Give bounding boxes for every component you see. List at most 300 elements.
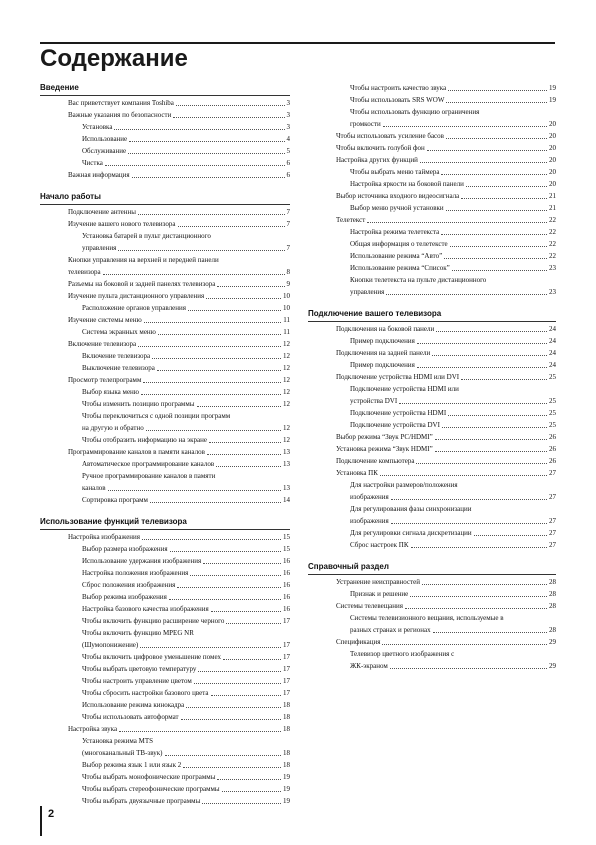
toc-entry-title: Выбор языка меню [82,388,140,396]
toc-entry[interactable] [40,603,290,615]
toc-dot-leader [128,153,284,154]
toc-entry[interactable] [308,612,556,624]
toc-dot-leader [143,382,281,383]
toc-page-number: 12 [283,376,290,384]
toc-entry-title: Подключение устройства HDMI [350,409,447,417]
toc-entry-title: Чтобы изменить позицию программы [82,400,195,408]
toc-dot-leader [448,415,547,416]
toc-entry-title: Использование удержания изображения [82,557,202,565]
toc-dot-leader [217,286,284,287]
toc-page-number: 19 [549,84,556,92]
toc-page-number: 16 [283,605,290,613]
toc-entry[interactable] [308,600,556,612]
toc-entry[interactable] [308,335,556,347]
toc-dot-leader [452,270,547,271]
toc-dot-leader [157,370,281,371]
toc-entry-title: ЖК-экраном [350,662,388,670]
toc-entry[interactable] [308,262,556,274]
toc-entry-title: Подключение антенны [68,208,136,216]
toc-entry[interactable] [308,588,556,600]
toc-page-number: 17 [283,677,290,685]
toc-entry-title: на другую и обратно [82,424,144,432]
toc-dot-leader [186,707,281,708]
toc-entry[interactable] [308,178,556,190]
toc-entry[interactable] [40,206,290,218]
toc-dot-leader [461,379,547,380]
toc-entry-title: управления [82,244,117,252]
toc-entry[interactable] [308,359,556,371]
toc-entry[interactable] [308,479,556,491]
toc-entry-title: Выбор источника входного видеосигнала [336,192,460,200]
toc-dot-leader [420,162,547,163]
toc-page-number: 5 [286,147,290,155]
toc-entry-title: Подключение устройства HDMI или DVI [336,373,460,381]
toc-dot-leader [144,322,282,323]
toc-section [40,516,290,807]
toc-entry[interactable] [40,470,290,482]
toc-entry-title: Использование режима кинокадра [82,701,185,709]
toc-entry[interactable] [308,250,556,262]
toc-dot-leader [422,584,547,585]
toc-dot-leader [435,451,547,452]
toc-entry[interactable] [40,579,290,591]
toc-dot-leader [226,623,281,624]
toc-entry-title: Чтобы выбрать монофонические программы [82,773,216,781]
toc-page-number: 11 [283,316,290,324]
toc-entry-title: Подключение устройства DVI [350,421,440,429]
toc-dot-leader [216,466,281,467]
toc-entry[interactable] [40,314,290,326]
toc-entry-title: Установка режима MTS [82,737,153,745]
toc-section-heading: Подключение вашего телевизора [308,308,556,322]
toc-dot-leader [383,126,547,127]
toc-entry-title: Выбор режима “Звук PC/HDMI” [336,433,433,441]
toc-entry[interactable] [40,254,290,266]
toc-dot-leader [444,258,547,259]
toc-entry[interactable] [40,374,290,386]
toc-entry[interactable] [308,202,556,214]
toc-dot-leader [202,803,281,804]
toc-dot-leader [223,659,281,660]
toc-dot-leader [173,117,284,118]
toc-entry-title: Чистка [82,159,103,167]
toc-entry[interactable] [40,350,290,362]
toc-dot-leader [141,394,281,395]
toc-entry[interactable] [40,735,290,747]
toc-entry[interactable] [40,266,290,278]
toc-section-heading: Справочный раздел [308,561,556,575]
toc-dot-leader [181,719,281,720]
toc-dot-leader [466,186,547,187]
toc-dot-leader [118,250,284,251]
toc-page-number: 29 [549,662,556,670]
toc-page-number: 13 [283,460,290,468]
toc-dot-leader [222,791,281,792]
toc-entry-title: Чтобы использовать автоформат [82,713,179,721]
toc-page-number: 21 [549,192,556,200]
toc-dot-leader [436,331,547,332]
toc-entry[interactable] [308,527,556,539]
toc-page-number: 19 [283,785,290,793]
toc-page-number: 17 [283,665,290,673]
toc-page-number: 16 [283,593,290,601]
toc-entry-title: Чтобы настроить управление цветом [82,677,192,685]
toc-entry[interactable] [40,494,290,506]
toc-dot-leader [435,439,547,440]
toc-dot-leader [140,647,281,648]
toc-entry[interactable] [40,711,290,723]
toc-entry[interactable] [40,398,290,410]
toc-page-number: 24 [549,337,556,345]
toc-entry-title: Система экранных меню [82,328,156,336]
toc-dot-leader [405,608,547,609]
toc-page-number: 18 [283,749,290,757]
toc-entry[interactable] [308,539,556,551]
toc-entry-title: Важная информация [68,171,130,179]
toc-entry-title: Общая информация о телетексте [350,240,448,248]
toc-entry-title: Выбор размера изображения [82,545,168,553]
toc-page-number: 21 [549,204,556,212]
toc-entry[interactable] [40,639,290,651]
toc-entry[interactable] [40,783,290,795]
toc-entry-title: Установка ПК [336,469,378,477]
toc-page-number: 3 [286,99,290,107]
toc-entry[interactable] [40,555,290,567]
toc-entry[interactable] [308,395,556,407]
toc-entry-title: Автоматическое программирование каналов [82,460,215,468]
toc-entry-title: Изучение системы меню [68,316,142,324]
page-footer-bar [40,806,42,836]
toc-entry-title: Чтобы использовать усиление басов [336,132,444,140]
toc-page-number: 24 [549,325,556,333]
toc-entry[interactable] [40,218,290,230]
toc-page-number: 24 [549,361,556,369]
toc-dot-leader [207,454,281,455]
toc-entry[interactable] [308,624,556,636]
toc-dot-leader [446,210,547,211]
toc-entry-title: Настройка изображения [68,533,141,541]
page-title: Содержание [40,45,188,72]
toc-entry-title: Для настройки размеров/положения [350,481,458,489]
toc-column-right [308,82,556,672]
toc-dot-leader [367,222,547,223]
toc-entry-title: Включение телевизора [82,352,151,360]
toc-entry-title: Настройка базового качества изображения [82,605,209,613]
toc-entry[interactable] [40,157,290,169]
toc-entry-title: Использование [82,135,128,143]
toc-entry-title: изображения [350,517,389,525]
toc-page-number: 17 [283,641,290,649]
toc-section [308,82,556,298]
toc-entry[interactable] [308,443,556,455]
toc-dot-leader [448,90,547,91]
toc-entry-title: Чтобы настроить качество звука [350,84,447,92]
toc-entry-title: Чтобы выбрать цветовую температуру [82,665,197,673]
page-number: 2 [48,808,55,820]
toc-entry-title: Чтобы включить функцию расширение черного [82,617,225,625]
toc-entry-title: Выбор режима изображения [82,593,167,601]
toc-page-number: 25 [549,397,556,405]
toc-entry[interactable] [40,699,290,711]
toc-page-number: 18 [283,725,290,733]
toc-entry[interactable] [308,154,556,166]
toc-page-number: 7 [286,244,290,252]
toc-dot-leader [108,490,281,491]
toc-dot-leader [410,596,547,597]
toc-entry[interactable] [40,675,290,687]
toc-entry-title: Признак и решение [350,590,409,598]
toc-entry[interactable] [308,130,556,142]
toc-entry[interactable] [40,591,290,603]
toc-dot-leader [399,403,547,404]
toc-dot-leader [132,177,285,178]
toc-entry[interactable] [308,238,556,250]
toc-dot-leader [416,463,547,464]
toc-entry[interactable] [40,121,290,133]
toc-page-number: 18 [283,713,290,721]
toc-page-number: 27 [549,469,556,477]
toc-entry-title: Обслуживание [82,147,127,155]
toc-section [308,561,556,672]
toc-dot-leader [390,668,547,669]
toc-dot-leader [411,547,547,548]
toc-page-number: 12 [283,352,290,360]
toc-entry[interactable] [40,242,290,254]
toc-entry[interactable] [40,627,290,639]
toc-dot-leader [446,102,547,103]
toc-entry[interactable] [308,515,556,527]
toc-entry[interactable] [40,109,290,121]
toc-entry-title: Пример подключения [350,361,415,369]
toc-entry[interactable] [308,660,556,672]
toc-page-number: 12 [283,400,290,408]
toc-entry[interactable] [40,723,290,735]
toc-entry[interactable] [40,278,290,290]
toc-entry[interactable] [40,543,290,555]
toc-page-number: 27 [549,529,556,537]
toc-entry-title: Телетекст [336,216,366,224]
toc-entry[interactable] [40,771,290,783]
toc-page-number: 22 [549,240,556,248]
toc-entry[interactable] [308,94,556,106]
toc-entry-title: Разъемы на боковой и задней панелях телевизора [68,280,216,288]
toc-entry-title: Выключение телевизора [82,364,155,372]
toc-entry[interactable] [40,446,290,458]
toc-dot-leader [206,298,281,299]
toc-entry[interactable] [308,190,556,202]
toc-entry[interactable] [40,302,290,314]
toc-entry-title: Чтобы включить функцию MPEG NR [82,629,194,637]
toc-page-number: 25 [549,421,556,429]
toc-dot-leader [217,779,281,780]
toc-entry-title: Настройка режима телетекста [350,228,440,236]
toc-entry[interactable] [40,615,290,627]
toc-page-number: 26 [549,445,556,453]
toc-page-number: 26 [549,457,556,465]
toc-entry[interactable] [40,458,290,470]
toc-entry[interactable] [40,338,290,350]
toc-entry-title: Расположение органов управления [82,304,186,312]
toc-entry-title: Сброс настроек ПК [350,541,409,549]
toc-entry[interactable] [40,531,290,543]
toc-entry[interactable] [40,290,290,302]
toc-entry-title: устройства DVI [350,397,398,405]
toc-entry[interactable] [308,274,556,286]
toc-entry[interactable] [40,422,290,434]
toc-page-number: 12 [283,364,290,372]
toc-page-number: 20 [549,180,556,188]
toc-entry-title: Чтобы отобразить информацию на экране [82,436,207,444]
toc-entry[interactable] [308,419,556,431]
toc-entry[interactable] [40,362,290,374]
toc-entry[interactable] [40,747,290,759]
toc-page-number: 14 [283,496,290,504]
toc-entry[interactable] [308,491,556,503]
toc-dot-leader [432,355,547,356]
toc-entry-title: Кнопки телетекста на пульте дистанционного [350,276,487,284]
toc-entry-title: Программирование каналов в памяти каналов [68,448,205,456]
toc-entry[interactable] [40,326,290,338]
toc-entry-title: Системы телевещания [336,602,403,610]
toc-column-left [40,82,290,807]
toc-page-number: 16 [283,569,290,577]
toc-page-number: 22 [549,252,556,260]
toc-page-number: 10 [283,304,290,312]
toc-entry[interactable] [308,371,556,383]
toc-entry[interactable] [40,651,290,663]
toc-page-number: 19 [549,96,556,104]
toc-section [308,308,556,551]
toc-entry[interactable] [308,166,556,178]
toc-dot-leader [194,683,281,684]
toc-entry[interactable] [308,431,556,443]
toc-entry[interactable] [308,407,556,419]
toc-dot-leader [105,165,285,166]
toc-entry-title: (Шумопонижение) [82,641,139,649]
toc-dot-leader [391,523,547,524]
toc-page-number: 28 [549,578,556,586]
toc-entry-title: Выбор режима язык 1 или язык 2 [82,761,182,769]
toc-page-number: 25 [549,409,556,417]
toc-page-number: 22 [549,228,556,236]
toc-entry-title: Чтобы включить цифровое уменьшение помех [82,653,221,661]
toc-page-number: 12 [283,340,290,348]
toc-page-number: 28 [549,602,556,610]
toc-dot-leader [386,294,547,295]
toc-dot-leader [441,174,547,175]
toc-entry-title: Для регулировки сигнала дискретизации [350,529,472,537]
toc-entry[interactable] [308,323,556,335]
toc-dot-leader [158,334,281,335]
toc-entry-title: Чтобы переключиться с одной позиции программ [82,412,231,420]
toc-dot-leader [138,214,285,215]
toc-page-number: 3 [286,111,290,119]
toc-entry[interactable] [40,482,290,494]
toc-entry[interactable] [308,455,556,467]
toc-entry-title: изображения [350,493,389,501]
toc-entry-title: Установка батарей в пульт дистанционного [82,232,211,240]
toc-entry[interactable] [308,286,556,298]
toc-dot-leader [114,129,284,130]
toc-entry[interactable] [40,687,290,699]
toc-entry-title: Кнопки управления на верхней и передней панели [68,256,219,264]
toc-page-number: 26 [549,433,556,441]
toc-entry[interactable] [308,214,556,226]
toc-page-number: 23 [549,264,556,272]
toc-dot-leader [129,141,284,142]
toc-entry[interactable] [40,663,290,675]
toc-entry[interactable] [308,576,556,588]
toc-entry[interactable] [308,636,556,648]
toc-dot-leader [119,731,281,732]
toc-dot-leader [211,695,281,696]
toc-entry-title: Чтобы выбрать меню таймера [350,168,440,176]
toc-entry[interactable] [40,567,290,579]
toc-entry[interactable] [40,386,290,398]
toc-entry-title: Изучение пульта дистанционного управления [68,292,205,300]
toc-entry-title: громкости [350,120,381,128]
toc-entry[interactable] [308,226,556,238]
toc-entry-title: Установка режима “Звук HDMI” [336,445,433,453]
toc-dot-leader [391,499,547,500]
toc-dot-leader [170,551,281,552]
toc-dot-leader [152,358,281,359]
toc-entry[interactable] [40,759,290,771]
toc-page-number: 6 [286,171,290,179]
toc-dot-leader [190,575,281,576]
toc-dot-leader [178,226,285,227]
toc-section-heading: Использование функций телевизора [40,516,290,530]
toc-entry-title: управления [350,288,385,296]
toc-entry[interactable] [40,133,290,145]
toc-entry[interactable] [308,106,556,118]
toc-section-heading: Введение [40,82,290,96]
toc-entry[interactable] [308,648,556,660]
toc-entry-title: Ручное программирование каналов в памяти [82,472,216,480]
toc-page-number: 27 [549,517,556,525]
toc-entry[interactable] [40,169,290,181]
toc-entry-title: каналов [82,484,106,492]
toc-entry-title: Настройка других функций [336,156,418,164]
toc-page-number: 19 [283,773,290,781]
toc-entry[interactable] [40,145,290,157]
toc-entry[interactable] [40,410,290,422]
toc-entry[interactable] [40,230,290,242]
toc-entry[interactable] [308,82,556,94]
toc-entry[interactable] [40,795,290,807]
toc-dot-leader [142,539,281,540]
toc-page-number: 20 [549,156,556,164]
toc-entry-title: Чтобы выбрать двуязычные программы [82,797,201,805]
toc-entry[interactable] [40,434,290,446]
toc-entry-title: Подключения на задней панели [336,349,431,357]
toc-dot-leader [427,150,547,151]
toc-entry[interactable] [308,467,556,479]
toc-entry[interactable] [308,383,556,395]
toc-entry[interactable] [308,503,556,515]
toc-page-number: 28 [549,590,556,598]
toc-entry[interactable] [40,97,290,109]
toc-entry[interactable] [308,118,556,130]
toc-entry[interactable] [308,142,556,154]
toc-dot-leader [474,535,547,536]
toc-dot-leader [433,632,547,633]
toc-dot-leader [183,767,281,768]
toc-dot-leader [138,346,281,347]
toc-entry[interactable] [308,347,556,359]
toc-page-number: 17 [283,617,290,625]
toc-dot-leader [417,367,547,368]
